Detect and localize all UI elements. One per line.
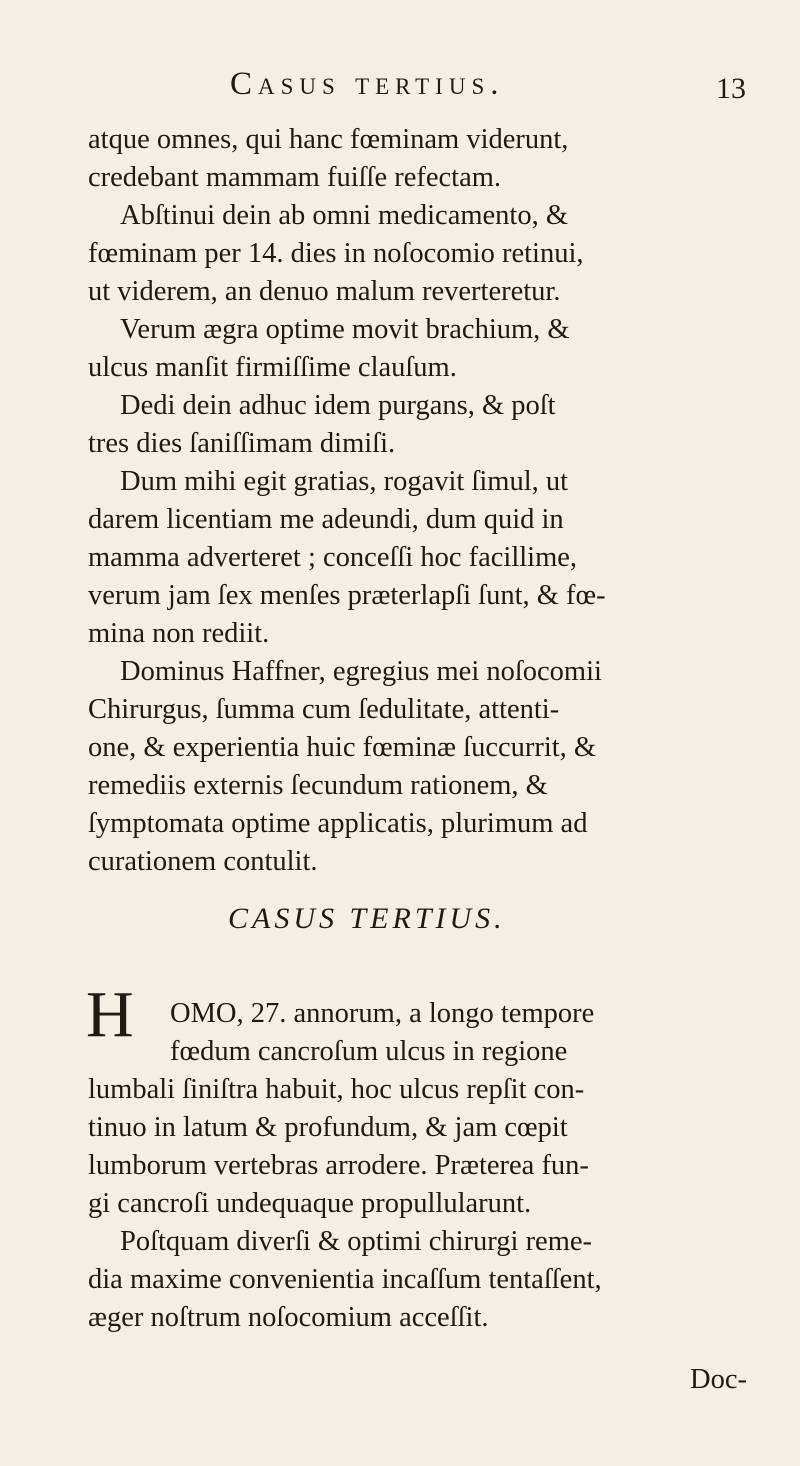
text-line: mina non rediit. [88,618,270,649]
text-line: one, & experientia huic fœminæ ſuccurrit, & [88,732,597,763]
text-line: fœdum cancroſum ulcus in regione [170,1036,568,1067]
text-line: verum jam ſex menſes præterlapſi ſunt, & fœ- [88,580,606,611]
text-line: fœminam per 14. dies in noſocomio retinui, [88,238,584,269]
text-line: Verum ægra optime movit brachium, & [120,314,570,345]
text-line: æger noſtrum noſocomium acceſſit. [88,1302,489,1333]
text-line: darem licentiam me adeundi, dum quid in [88,504,564,535]
drop-cap: H [86,978,134,1051]
section-heading: CASUS TERTIUS. [228,902,506,935]
text-line: tres dies ſaniſſimam dimiſi. [88,428,396,459]
text-line: curationem contulit. [88,846,318,877]
page-number: 13 [716,72,746,105]
catchword: Doc- [690,1364,747,1395]
text-line: dia maxime convenientia incaſſum tentaſſent, [88,1264,602,1295]
text-line: ſymptomata optime applicatis, plurimum ad [88,808,588,839]
text-line: credebant mammam fuiſſe refectam. [88,162,502,193]
text-line: Dum mihi egit gratias, rogavit ſimul, ut [120,466,569,497]
text-line: ut viderem, an denuo malum reverteretur. [88,276,561,307]
text-line: atque omnes, qui hanc fœminam viderunt, [88,124,569,155]
text-line: lumborum vertebras arrodere. Præterea fun- [88,1150,589,1181]
text-line: remediis externis ſecundum rationem, & [88,770,548,801]
text-line: ulcus manſit firmiſſime clauſum. [88,352,457,383]
running-title: Casus tertius. [230,66,505,102]
text-line: mamma adverteret ; conceſſi hoc facillime, [88,542,578,573]
text-line: tinuo in latum & profundum, & jam cœpit [88,1112,568,1143]
text-line: Dominus Haffner, egregius mei noſocomii [120,656,602,687]
text-line: Chirurgus, ſumma cum ſedulitate, attenti- [88,694,560,725]
text-line: Abſtinui dein ab omni medicamento, & [120,200,568,231]
text-line: lumbali ſiniſtra habuit, hoc ulcus repſit con- [88,1074,585,1105]
text-line: Poſtquam diverſi & optimi chirurgi reme- [120,1226,593,1257]
text-line: Dedi dein adhuc idem purgans, & poſt [120,390,556,421]
text-line: gi cancroſi undequaque propullularunt. [88,1188,532,1219]
text-line: OMO, 27. annorum, a longo tempore [170,998,595,1029]
